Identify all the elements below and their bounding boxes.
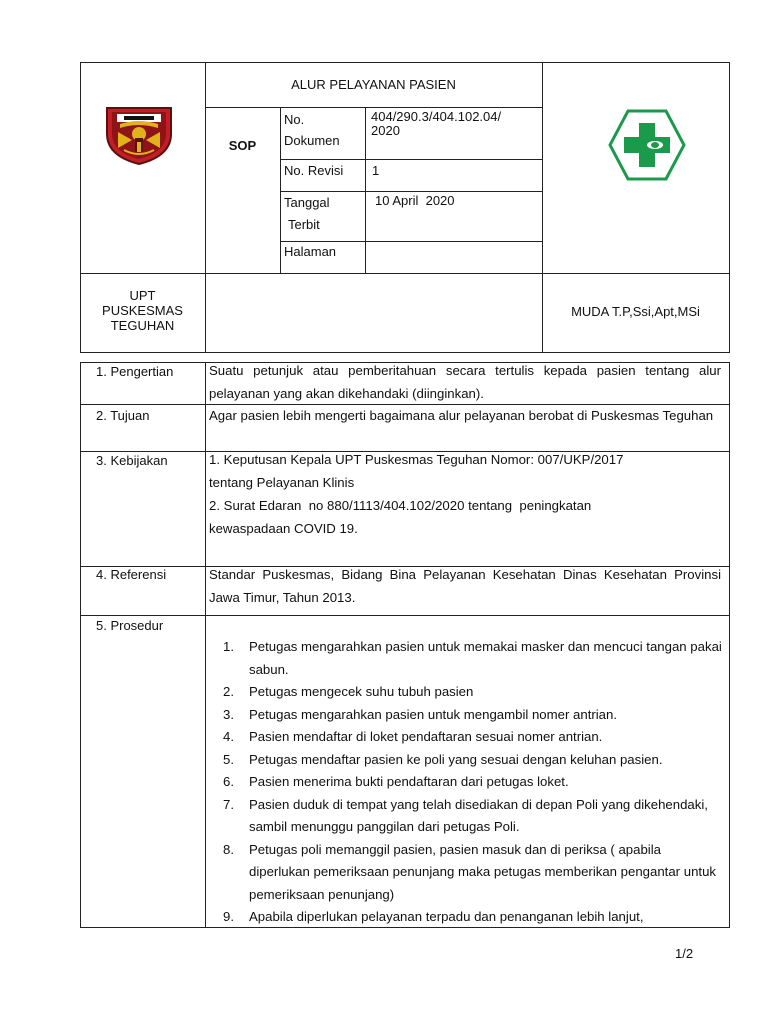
list-item: 9. Apabila diperlukan pelayanan terpadu dan penanganan lebih lanjut, <box>223 909 644 924</box>
list-item: 1. Petugas mengarahkan pasien untuk memakai masker dan mencuci tangan pakai sabun. <box>223 639 722 677</box>
field-no-revisi-label: No. Revisi <box>284 163 344 178</box>
section-tujuan-text: Agar pasien lebih mengerti bagaimana alur pelayanan berobat di Puskesmas Teguhan <box>209 408 714 423</box>
field-tanggal-terbit-value: 10 April 2020 <box>375 193 455 208</box>
puskesmas-cross-logo <box>608 109 686 181</box>
section-referensi-label: 4. Referensi <box>96 567 167 582</box>
section-prosedur-label: 5. Prosedur <box>96 618 164 633</box>
section-pengertian-label: 1. Pengertian <box>96 364 174 379</box>
field-no-dokumen-value: 404/290.3/404.102.04/ 2020 <box>371 109 502 138</box>
organization-name: UPT PUSKESMAS TEGUHAN <box>102 288 183 333</box>
list-item: 4. Pasien mendaftar di loket pendaftaran sesuai nomer antrian. <box>223 729 603 744</box>
page-number: 1/2 <box>675 946 694 961</box>
section-kebijakan-label: 3. Kebijakan <box>96 453 168 468</box>
section-pengertian-text: Suatu petunjuk atau pemberitahuan secara tertulis kepada pasien tentang alur pelayanan yang akan dikehandaki (diinginkan). <box>209 363 721 401</box>
field-no-revisi-value: 1 <box>372 163 380 178</box>
list-item: 7. Pasien duduk di tempat yang telah disediakan di depan Poli yang dikehendaki, sambil menunggu panggilan dari petugas Poli. <box>223 796 708 834</box>
section-kebijakan-text: 1. Keputusan Kepala UPT Puskesmas Teguhan Nomor: 007/UKP/2017 tentang Pelayanan Klinis 2. Surat Edaran no 880/1113/404.102/2020 tentang peningkatan kewaspadaan COVID 19. <box>209 452 624 536</box>
signatory-name: MUDA T.P,Ssi,Apt,MSi <box>571 304 700 319</box>
list-item: 5. Petugas mendaftar pasien ke poli yang sesuai dengan keluhan pasien. <box>223 751 663 767</box>
section-tujuan-label: 2. Tujuan <box>96 408 150 423</box>
field-no-dokumen-label: No. Dokumen <box>284 112 340 148</box>
document-title: ALUR PELAYANAN PASIEN <box>291 77 456 92</box>
puskesmas-cross-icon <box>608 109 686 181</box>
regional-crest-logo <box>104 104 174 166</box>
list-item: 2. Petugas mengecek suhu tubuh pasien <box>223 684 474 699</box>
list-item: 8. Petugas poli memanggil pasien, pasien masuk dan di periksa ( apabila diperlukan pemeriksaan penunjang maka petugas memberikan pengantar untuk pemeriksaan penunjang) <box>223 841 716 902</box>
section-referensi-text: Standar Puskesmas, Bidang Bina Pelayanan Kesehatan Dinas Kesehatan Provinsi Jawa Timur, Tahun 2013. <box>209 567 721 605</box>
sop-label: SOP <box>228 138 257 153</box>
field-tanggal-terbit-label: Tanggal Terbit <box>284 195 330 232</box>
list-item: 6. Pasien menerima bukti pendaftaran dari petugas loket. <box>223 774 569 789</box>
crest-icon <box>104 104 174 166</box>
procedure-list <box>223 636 723 929</box>
field-halaman-label: Halaman <box>284 244 337 259</box>
list-item: 3. Petugas mengarahkan pasien untuk mengambil nomer antrian. <box>223 706 618 722</box>
